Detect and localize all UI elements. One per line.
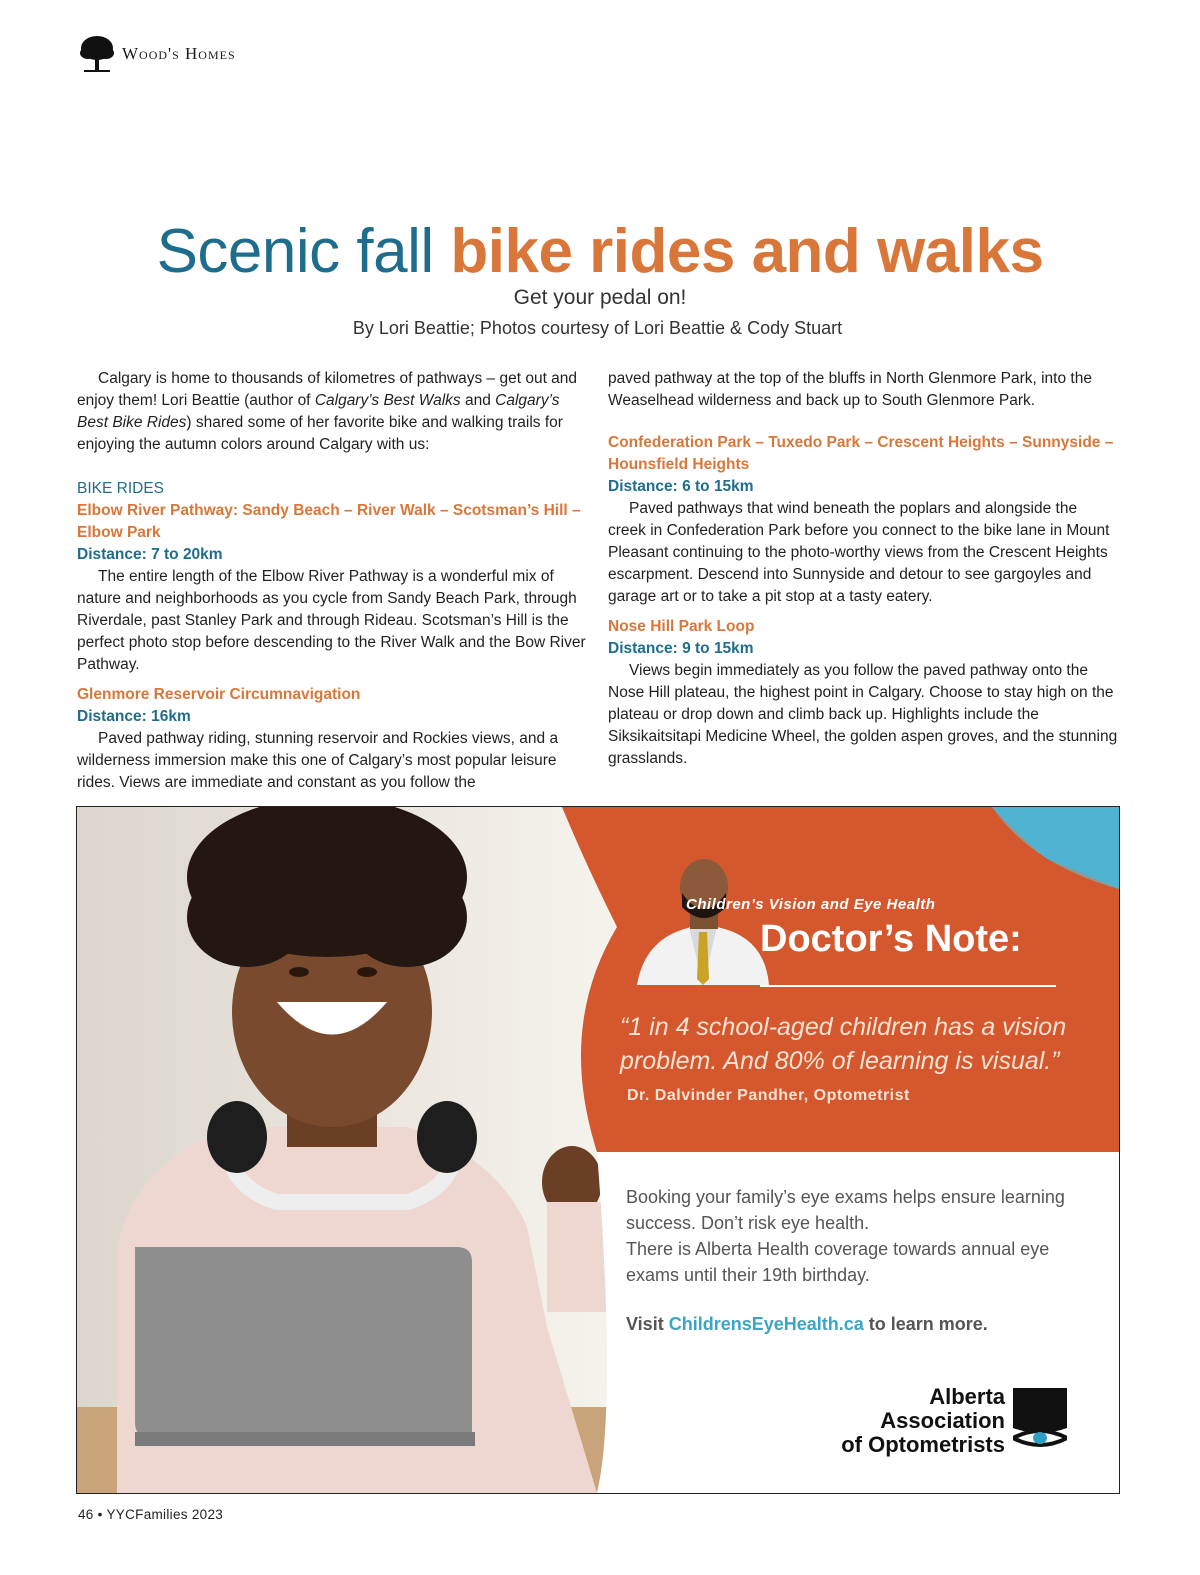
ad-quote-author: Dr. Dalvinder Pandher, Optometrist (627, 1087, 910, 1104)
brand-header (78, 34, 236, 74)
headphone-right (417, 1101, 477, 1173)
route-heading: Glenmore Reservoir Circumnavigation (77, 686, 361, 703)
laptop (135, 1247, 472, 1437)
book-title: Calgary’s Best Walks (314, 392, 461, 409)
ad-body (626, 1184, 1066, 1288)
ad-body-line: There is Alberta Health coverage towards annual eye exams until their 19th birthday. (626, 1239, 1050, 1285)
route-description: Paved pathway riding, stunning reservoir and Rockies views, and a wilderness immersion make this one of Calgary’s most popular leisure rides. Views are immediate and constant as you follow the (77, 730, 559, 791)
article-subtitle: Get your pedal on! (513, 286, 687, 309)
title-part-1: Scenic fall (156, 217, 451, 286)
article-title (0, 214, 1200, 290)
ad-call-to-action: Visit ChildrensEyeHealth.ca to learn more. (626, 1314, 988, 1334)
intro-paragraph: Calgary is home to thousands of kilometres of pathways – get out and enjoy them! Lori Beattie (author of Calgary’s Best Walks and Calgary’s Best Bike Rides) shared some of her favorite bike and walking trails for enjoying the autumn colors around Calgary with us: (77, 370, 578, 453)
route-distance: Distance: 9 to 15km (608, 640, 754, 657)
org-line: Alberta (929, 1384, 1005, 1409)
ad-website-link[interactable]: ChildrensEyeHealth.ca (668, 1314, 864, 1334)
headphone-left (207, 1101, 267, 1173)
ad-organization-name (790, 1385, 1005, 1457)
ad-quote: “1 in 4 school-aged children has a vision problem. And 80% of learning is visual.” (620, 1013, 1067, 1075)
ad-headline: Doctor’s Note: (760, 918, 1022, 960)
route-heading: Nose Hill Park Loop (608, 618, 755, 635)
route-distance: Distance: 6 to 15km (608, 478, 754, 495)
title-part-2: bike rides and walks (450, 217, 1044, 286)
brand-name: Wood's Homes (122, 44, 236, 63)
org-line: of Optometrists (841, 1432, 1005, 1457)
route-distance: Distance: 16km (77, 708, 191, 725)
route-distance: Distance: 7 to 20km (77, 546, 223, 563)
route-description: The entire length of the Elbow River Pathway is a wonderful mix of nature and neighborhoods as you cycle from Sandy Beach Park, through Riverdale, past Stanley Park and through Rideau. Scotsman’s Hill is the perfect photo stop before descending to the River Walk and the Bow River Pathway. (77, 568, 586, 673)
book-title: Calgary’s Best Bike Rides (77, 392, 560, 431)
route-heading: Confederation Park – Tuxedo Park – Crescent Heights – Sunnyside – Hounsfield Heights (608, 434, 1114, 473)
ad-kicker: Children’s Vision and Eye Health (686, 896, 936, 913)
right-column (608, 368, 1118, 770)
optometrists-logo-icon (1013, 1388, 1067, 1458)
ad-divider (760, 985, 1056, 987)
route-description-continued: paved pathway at the top of the bluffs in North Glenmore Park, into the Weaselhead wilderness and back up to South Glenmore Park. (608, 370, 1092, 409)
route-heading: Elbow River Pathway: Sandy Beach – River Walk – Scotsman’s Hill – Elbow Park (77, 502, 581, 541)
tree-icon (78, 34, 116, 74)
article-byline: By Lori Beattie; Photos courtesy of Lori Beattie & Cody Stuart (352, 318, 843, 338)
section-label: BIKE RIDES (77, 480, 164, 497)
left-column (77, 368, 587, 794)
route-description: Views begin immediately as you follow the paved pathway onto the Nose Hill plateau, the highest point in Calgary. Choose to stay high on the plateau or drop down and climb back up. Highlights include the Siksikaitsitapi Medicine Wheel, the golden aspen groves, and the stunning grasslands. (608, 662, 1118, 767)
page-footer: 46 • YYCFamilies 2023 (78, 1507, 224, 1522)
org-line: Association (880, 1408, 1005, 1433)
route-description: Paved pathways that wind beneath the poplars and alongside the creek in Confederation Park before you connect to the bike lane in Mount Pleasant continuing to the photo-worthy views from the Crescent Heights escarpment. Descend into Sunnyside and detour to see gargoyles and garage art or to take a pit stop at a tasty eatery. (608, 500, 1110, 605)
ad-body-line: Booking your family’s eye exams helps ensure learning success. Don’t risk eye health. (626, 1187, 1065, 1233)
